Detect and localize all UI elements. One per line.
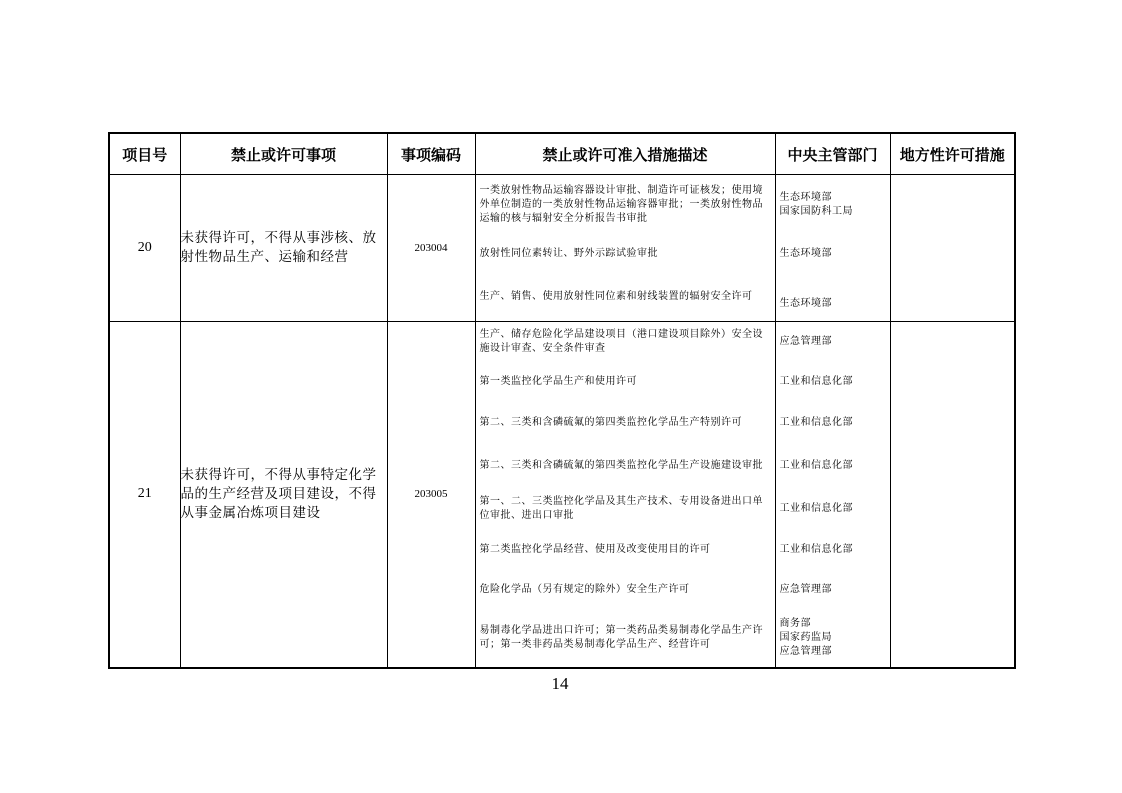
- row-departments: [775, 322, 890, 668]
- measure-department: 应急管理部: [779, 336, 832, 348]
- row-number: 21: [109, 322, 180, 668]
- measure-description: 生产、销售、使用放射性同位素和射线装置的辐射安全许可: [479, 291, 753, 302]
- measure-department: 工业和信息化部: [779, 376, 853, 388]
- measure-description: 易制毒化学品进出口许可；第一类药品类易制毒化学品生产许可；第一类非药品类易制毒化学品生产、经营许可: [479, 625, 763, 651]
- row-local-measures: [890, 322, 1015, 668]
- header-item: 禁止或许可事项: [180, 133, 387, 175]
- measure-department: 生态环境部 国家国防科工局: [779, 191, 853, 217]
- header-central-department: 中央主管部门: [775, 133, 890, 175]
- measure-description: 第一类监控化学品生产和使用许可: [479, 376, 637, 388]
- row-number: 20: [109, 175, 180, 322]
- measure-description: 一类放射性物品运输容器设计审批、制造许可证核发；使用境外单位制造的一类放射性物品运输容器审批；一类放射性物品运输的核与辐射安全分析报告书审批: [479, 184, 763, 224]
- table-row: [109, 322, 1015, 668]
- measure-description: 第二、三类和含磷硫氟的第四类监控化学品生产设施建设审批: [479, 459, 763, 471]
- row-local-measures: [890, 175, 1015, 322]
- measure-department: 商务部 国家药监局 应急管理部: [779, 618, 832, 658]
- measure-department: 生态环境部: [779, 247, 832, 259]
- measure-department: 工业和信息化部: [779, 459, 853, 471]
- page-number: 14: [551, 674, 569, 693]
- measure-department: 工业和信息化部: [779, 417, 853, 429]
- row-descriptions: [475, 322, 775, 668]
- permission-table: [108, 132, 1016, 669]
- row-code: 203004: [387, 175, 475, 322]
- measure-description: 第二类监控化学品经营、使用及改变使用目的许可: [479, 544, 711, 556]
- table-row: [109, 175, 1015, 322]
- row-descriptions: [475, 175, 775, 322]
- header-local-measures: 地方性许可措施: [890, 133, 1015, 175]
- row-item: 未获得许可，不得从事特定化学品的生产经营及项目建设，不得从事金属冶炼项目建设: [180, 322, 387, 668]
- row-item: 未获得许可，不得从事涉核、放射性物品生产、运输和经营: [180, 175, 387, 322]
- header-row: [109, 133, 1015, 175]
- row-departments: [775, 175, 890, 322]
- measure-department: 工业和信息化部: [779, 544, 853, 556]
- measure-description: 第二、三类和含磷硫氟的第四类监控化学品生产特别许可: [479, 417, 742, 429]
- measure-description: 危险化学品（另有规定的除外）安全生产许可: [479, 584, 690, 596]
- measure-description: 第一、二、三类监控化学品及其生产技术、专用设备进出口单位审批、进出口审批: [479, 495, 763, 521]
- measure-description: 放射性同位素转让、野外示踪试验审批: [479, 247, 658, 259]
- header-description: 禁止或许可准入措施描述: [475, 133, 775, 175]
- measure-department: 生态环境部: [779, 297, 832, 309]
- measure-department: 工业和信息化部: [779, 502, 853, 514]
- header-code: 事项编码: [387, 133, 475, 175]
- measure-department: 应急管理部: [779, 584, 832, 596]
- row-code: 203005: [387, 322, 475, 668]
- header-project-number: 项目号: [109, 133, 180, 175]
- measure-description: 生产、储存危险化学品建设项目（港口建设项目除外）安全设施设计审查、安全条件审查: [479, 329, 763, 355]
